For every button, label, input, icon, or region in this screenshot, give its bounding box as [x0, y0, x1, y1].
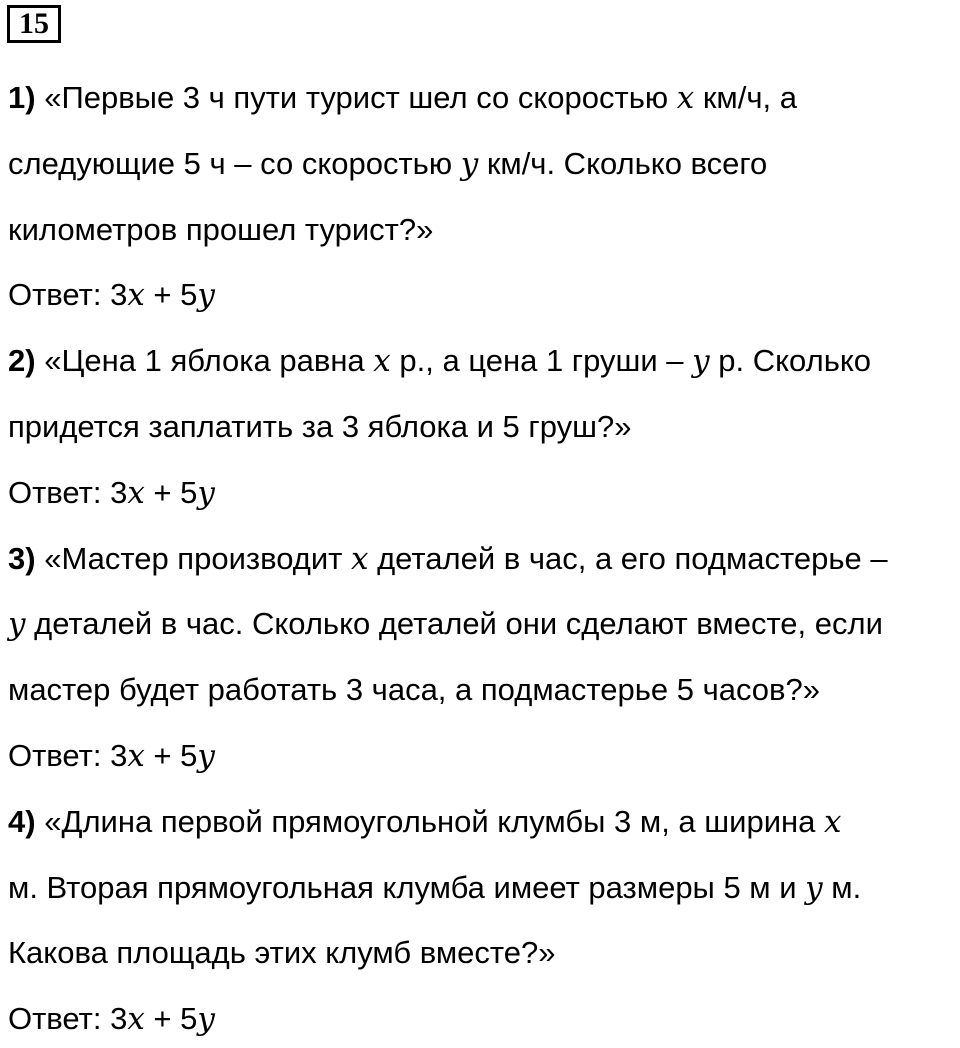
text-segment: следующие 5 ч – со скоростью	[8, 145, 461, 181]
text-segment: + 5	[144, 738, 198, 773]
math-variable: y	[8, 606, 26, 643]
math-variable: x	[127, 738, 145, 774]
text-segment: р. Сколько	[709, 343, 871, 379]
problem-4-line	[8, 933, 555, 973]
text-segment: м. Вторая прямоугольная клумба имеет размеры 5 м и	[8, 869, 806, 905]
text-segment: км/ч, а	[694, 80, 797, 115]
text-segment: «Длина первой прямоугольной клумбы 3 м, а ширина	[44, 803, 824, 839]
problem-1-line	[8, 78, 797, 118]
text-segment: деталей в час. Сколько деталей они сделают вместе, если	[25, 606, 883, 642]
problem-2-line	[8, 407, 631, 447]
problem-3-line	[8, 604, 883, 644]
text-segment: километров прошел турист?»	[8, 211, 434, 247]
math-variable: x	[824, 803, 842, 840]
math-variable: y	[460, 145, 479, 182]
problem-number: 3)	[8, 540, 36, 576]
math-variable: y	[805, 869, 823, 906]
text-segment: мастер будет работать 3 часа, а подмастерье 5 часов?»	[8, 672, 820, 708]
math-variable: x	[351, 540, 369, 577]
problem-2-line	[8, 341, 871, 381]
problem-1-line	[8, 144, 767, 184]
text-segment: Ответ: 3	[8, 738, 128, 773]
problem-number: 4)	[8, 803, 36, 839]
problem-3-answer	[8, 736, 215, 776]
math-variable: y	[692, 343, 710, 380]
problem-4-answer	[8, 999, 215, 1039]
text-segment: «Мастер производит	[44, 540, 351, 576]
text-segment: «Первые 3 ч пути турист шел со скоростью	[44, 80, 677, 115]
math-variable: y	[197, 1001, 215, 1038]
text-segment: + 5	[144, 277, 198, 313]
text-segment: Ответ: 3	[8, 474, 128, 510]
text-segment: км/ч. Сколько всего	[478, 145, 768, 181]
problem-4-line	[8, 868, 861, 908]
text-segment: «Цена 1 яблока равна	[44, 343, 374, 379]
math-variable: y	[197, 738, 215, 774]
math-variable: y	[197, 277, 215, 314]
text-segment: Ответ: 3	[8, 277, 128, 313]
problem-1-line	[8, 210, 433, 250]
text-segment: м.	[822, 869, 862, 905]
math-variable: x	[127, 474, 145, 511]
text-segment: Ответ: 3	[8, 1001, 128, 1037]
text-segment: + 5	[144, 474, 198, 510]
problem-number: 2)	[8, 343, 36, 379]
text-segment: деталей в час, а его подмастерье –	[368, 540, 888, 576]
problem-2-answer	[8, 473, 215, 513]
problem-number: 1)	[8, 80, 36, 115]
text-segment: + 5	[144, 1001, 198, 1037]
problem-1-answer	[8, 275, 215, 315]
problem-3-line	[8, 539, 888, 579]
text-segment: р., а цена 1 груши –	[390, 343, 693, 379]
text-segment: придется заплатить за 3 яблока и 5 груш?»	[8, 409, 632, 444]
math-variable: x	[676, 80, 695, 116]
task-number-badge: 15	[7, 5, 61, 43]
math-variable: y	[197, 474, 215, 511]
problem-3-line	[8, 670, 820, 710]
text-segment: Какова площадь этих клумб вместе?»	[8, 935, 556, 971]
problem-4-line	[8, 802, 841, 842]
math-variable: x	[127, 277, 145, 314]
math-variable: x	[127, 1001, 145, 1038]
math-variable: x	[373, 343, 391, 380]
